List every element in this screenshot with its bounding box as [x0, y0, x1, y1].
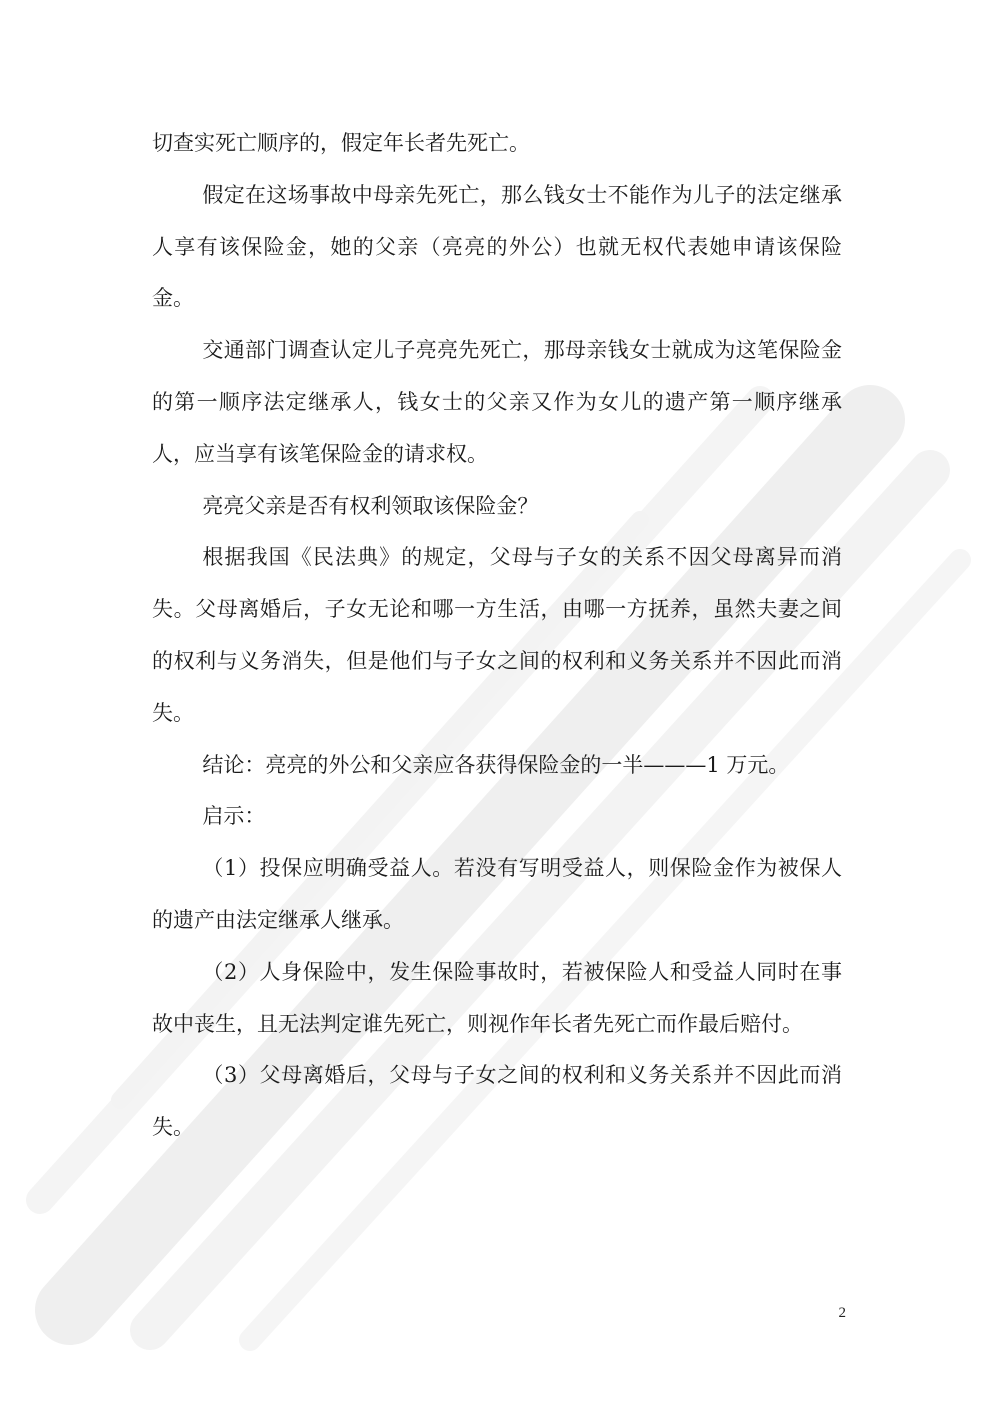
paragraph: 亮亮父亲是否有权利领取该保险金？ — [202, 493, 539, 518]
paragraph: （3）父母离婚后，父母与子女之间的权利和义务关系并不因此而消失。 — [152, 1063, 842, 1140]
paragraph: 交通部门调查认定儿子亮亮先死亡，那母亲钱女士就成为这笔保险金的第一顺序法定继承人，钱女士的父亲又作为女儿的遗产第一顺序继承人，应当享有该笔保险金的请求权。 — [152, 338, 842, 466]
paragraph: 结论：亮亮的外公和父亲应各获得保险金的一半———1 万元。 — [202, 752, 790, 777]
paragraph: （1）投保应明确受益人。若没有写明受益人，则保险金作为被保人的遗产由法定继承人继承。 — [152, 856, 842, 932]
paragraph: 假定在这场事故中母亲先死亡，那么钱女士不能作为儿子的法定继承人享有该保险金，她的父亲（亮亮的外公）也就无权代表她申请该保险金。 — [152, 182, 842, 311]
page-number: 2 — [838, 1305, 846, 1321]
paragraph: 切查实死亡顺序的，假定年长者先死亡。 — [152, 131, 530, 155]
body-text — [152, 118, 842, 1154]
paragraph: （2）人身保险中，发生保险事故时，若被保险人和受益人同时在事故中丧生，且无法判定谁先死亡，则视作年长者先死亡而作最后赔付。 — [152, 959, 842, 1036]
paragraph: 启示： — [202, 804, 266, 829]
paragraph: 根据我国《民法典》的规定，父母与子女的关系不因父母离异而消失。父母离婚后，子女无论和哪一方生活，由哪一方抚养，虽然夫妻之间的权利与义务消失，但是他们与子女之间的权利和义务关系并不因此而消失。 — [152, 545, 842, 725]
